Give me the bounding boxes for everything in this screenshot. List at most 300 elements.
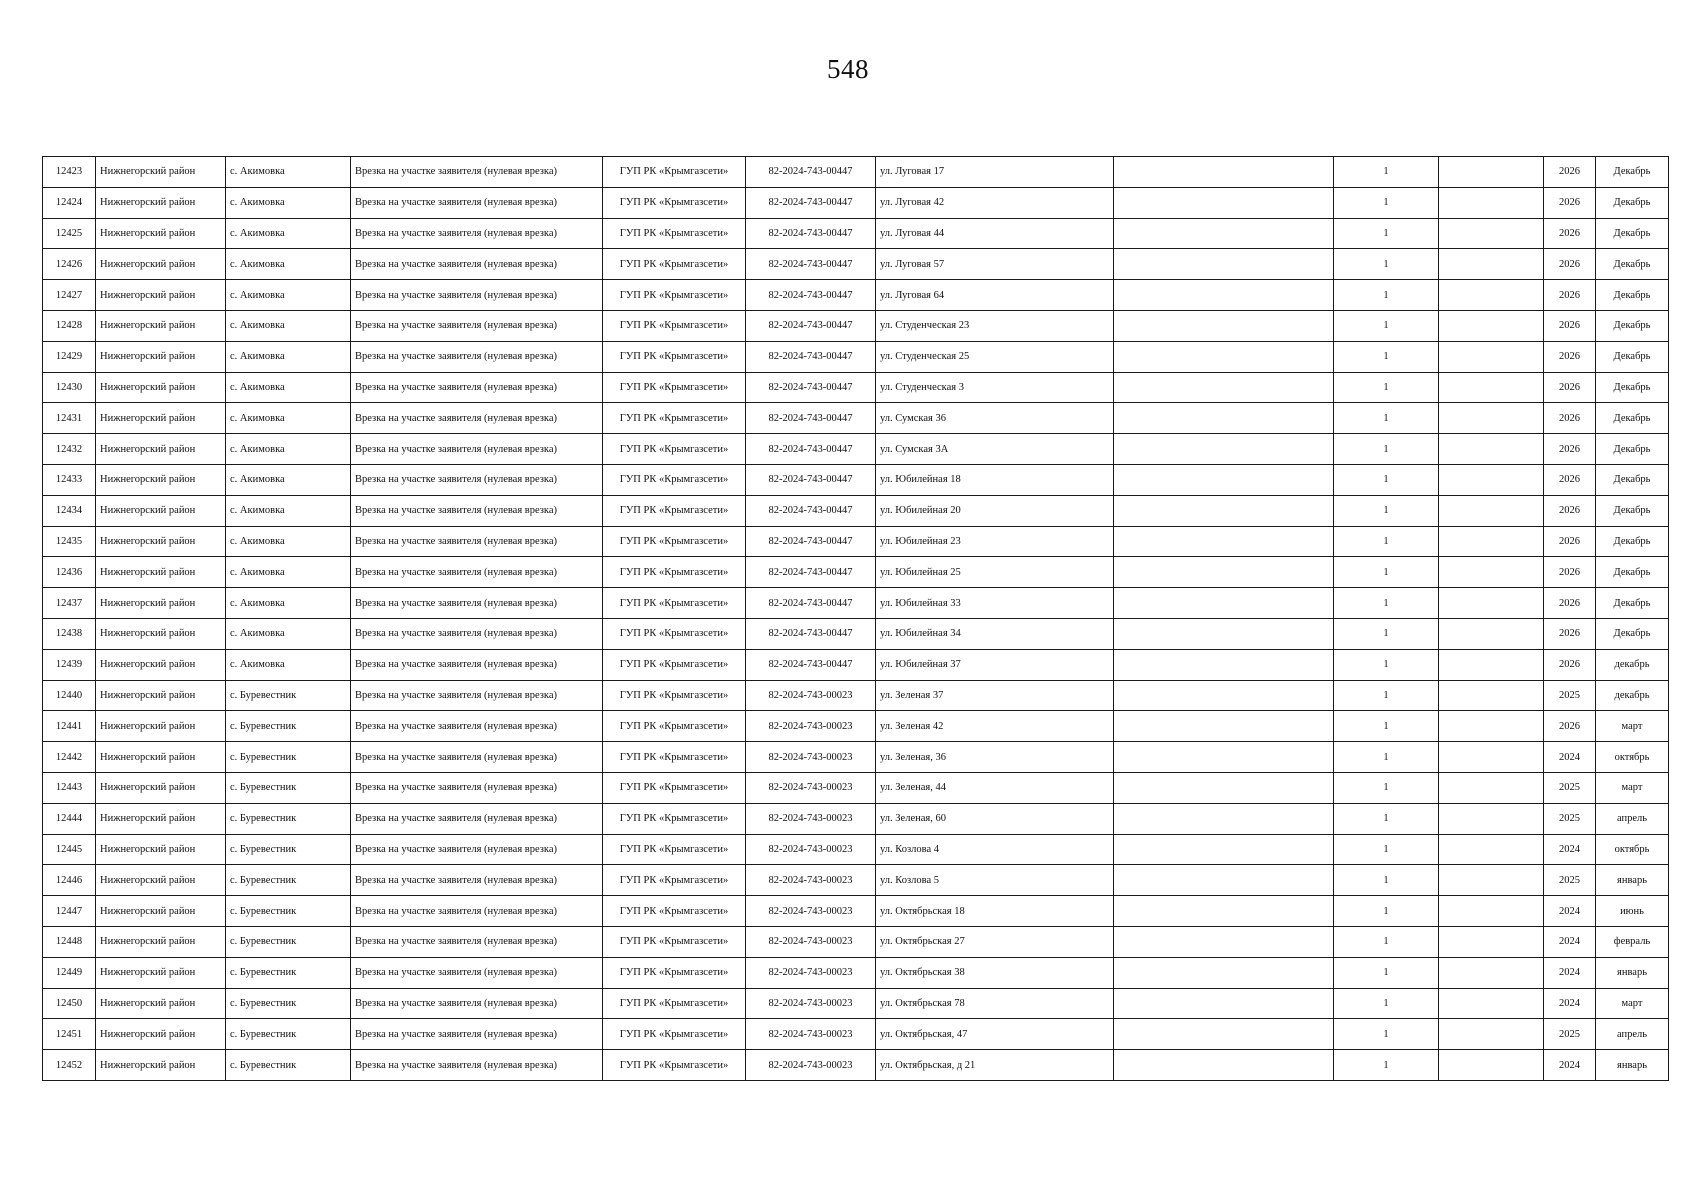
quantity-cell: 1: [1334, 896, 1439, 927]
year-cell: 2026: [1544, 464, 1596, 495]
blank-cell: [1439, 957, 1544, 988]
organization-cell: ГУП РК «Крымгазсети»: [603, 403, 746, 434]
district-cell: Нижнегорский район: [96, 618, 226, 649]
blank-cell: [1114, 834, 1334, 865]
work-description-cell: Врезка на участке заявителя (нулевая врезка): [351, 341, 603, 372]
work-description-cell: Врезка на участке заявителя (нулевая врезка): [351, 310, 603, 341]
table-row: [43, 865, 1669, 896]
table-body: [43, 157, 1669, 1081]
district-cell: Нижнегорский район: [96, 680, 226, 711]
row-number: 12429: [43, 341, 96, 372]
table-row: [43, 926, 1669, 957]
quantity-cell: 1: [1334, 742, 1439, 773]
table-row: [43, 372, 1669, 403]
table-row: [43, 464, 1669, 495]
address-cell: ул. Луговая 57: [876, 249, 1114, 280]
blank-cell: [1114, 310, 1334, 341]
row-number: 12439: [43, 649, 96, 680]
locality-cell: с. Буревестник: [226, 711, 351, 742]
project-code-cell: 82-2024-743-00023: [746, 1050, 876, 1081]
row-number: 12449: [43, 957, 96, 988]
project-code-cell: 82-2024-743-00447: [746, 218, 876, 249]
district-cell: Нижнегорский район: [96, 711, 226, 742]
row-number: 12428: [43, 310, 96, 341]
project-code-cell: 82-2024-743-00023: [746, 711, 876, 742]
project-code-cell: 82-2024-743-00447: [746, 403, 876, 434]
year-cell: 2026: [1544, 711, 1596, 742]
locality-cell: с. Акимовка: [226, 618, 351, 649]
year-cell: 2026: [1544, 588, 1596, 619]
organization-cell: ГУП РК «Крымгазсети»: [603, 218, 746, 249]
month-cell: Декабрь: [1596, 464, 1669, 495]
table-row: [43, 772, 1669, 803]
month-cell: Декабрь: [1596, 372, 1669, 403]
work-description-cell: Врезка на участке заявителя (нулевая врезка): [351, 280, 603, 311]
row-number: 12424: [43, 187, 96, 218]
table-row: [43, 218, 1669, 249]
address-cell: ул. Октябрьская 27: [876, 926, 1114, 957]
organization-cell: ГУП РК «Крымгазсети»: [603, 557, 746, 588]
blank-cell: [1114, 803, 1334, 834]
month-cell: Декабрь: [1596, 618, 1669, 649]
work-description-cell: Врезка на участке заявителя (нулевая врезка): [351, 711, 603, 742]
year-cell: 2026: [1544, 526, 1596, 557]
district-cell: Нижнегорский район: [96, 834, 226, 865]
work-description-cell: Врезка на участке заявителя (нулевая врезка): [351, 372, 603, 403]
row-number: 12451: [43, 1019, 96, 1050]
blank-cell: [1439, 341, 1544, 372]
address-cell: ул. Юбилейная 37: [876, 649, 1114, 680]
blank-cell: [1114, 742, 1334, 773]
organization-cell: ГУП РК «Крымгазсети»: [603, 865, 746, 896]
blank-cell: [1439, 834, 1544, 865]
blank-cell: [1114, 1050, 1334, 1081]
row-number: 12435: [43, 526, 96, 557]
blank-cell: [1439, 310, 1544, 341]
organization-cell: ГУП РК «Крымгазсети»: [603, 834, 746, 865]
year-cell: 2024: [1544, 926, 1596, 957]
blank-cell: [1439, 495, 1544, 526]
district-cell: Нижнегорский район: [96, 865, 226, 896]
row-number: 12443: [43, 772, 96, 803]
project-code-cell: 82-2024-743-00023: [746, 834, 876, 865]
month-cell: Декабрь: [1596, 434, 1669, 465]
table-row: [43, 1019, 1669, 1050]
year-cell: 2026: [1544, 157, 1596, 188]
address-cell: ул. Козлова 4: [876, 834, 1114, 865]
blank-cell: [1439, 588, 1544, 619]
month-cell: октябрь: [1596, 834, 1669, 865]
blank-cell: [1114, 403, 1334, 434]
quantity-cell: 1: [1334, 557, 1439, 588]
quantity-cell: 1: [1334, 249, 1439, 280]
quantity-cell: 1: [1334, 310, 1439, 341]
address-cell: ул. Сумская 3А: [876, 434, 1114, 465]
month-cell: Декабрь: [1596, 280, 1669, 311]
blank-cell: [1114, 187, 1334, 218]
year-cell: 2025: [1544, 680, 1596, 711]
locality-cell: с. Буревестник: [226, 1050, 351, 1081]
locality-cell: с. Акимовка: [226, 280, 351, 311]
blank-cell: [1439, 249, 1544, 280]
table-row: [43, 157, 1669, 188]
table-row: [43, 988, 1669, 1019]
locality-cell: с. Буревестник: [226, 803, 351, 834]
project-code-cell: 82-2024-743-00447: [746, 280, 876, 311]
year-cell: 2026: [1544, 403, 1596, 434]
quantity-cell: 1: [1334, 526, 1439, 557]
blank-cell: [1439, 742, 1544, 773]
quantity-cell: 1: [1334, 772, 1439, 803]
project-code-cell: 82-2024-743-00447: [746, 557, 876, 588]
project-code-cell: 82-2024-743-00023: [746, 957, 876, 988]
month-cell: декабрь: [1596, 680, 1669, 711]
address-cell: ул. Луговая 42: [876, 187, 1114, 218]
blank-cell: [1114, 557, 1334, 588]
month-cell: октябрь: [1596, 742, 1669, 773]
quantity-cell: 1: [1334, 711, 1439, 742]
quantity-cell: 1: [1334, 372, 1439, 403]
year-cell: 2026: [1544, 341, 1596, 372]
locality-cell: с. Акимовка: [226, 341, 351, 372]
blank-cell: [1114, 896, 1334, 927]
row-number: 12425: [43, 218, 96, 249]
work-description-cell: Врезка на участке заявителя (нулевая врезка): [351, 680, 603, 711]
blank-cell: [1439, 649, 1544, 680]
month-cell: Декабрь: [1596, 218, 1669, 249]
address-cell: ул. Юбилейная 20: [876, 495, 1114, 526]
quantity-cell: 1: [1334, 157, 1439, 188]
row-number: 12445: [43, 834, 96, 865]
blank-cell: [1114, 249, 1334, 280]
quantity-cell: 1: [1334, 1050, 1439, 1081]
district-cell: Нижнегорский район: [96, 649, 226, 680]
year-cell: 2026: [1544, 618, 1596, 649]
project-code-cell: 82-2024-743-00447: [746, 434, 876, 465]
quantity-cell: 1: [1334, 926, 1439, 957]
year-cell: 2026: [1544, 280, 1596, 311]
project-code-cell: 82-2024-743-00447: [746, 341, 876, 372]
year-cell: 2024: [1544, 988, 1596, 1019]
month-cell: февраль: [1596, 926, 1669, 957]
work-description-cell: Врезка на участке заявителя (нулевая врезка): [351, 495, 603, 526]
table-row: [43, 495, 1669, 526]
organization-cell: ГУП РК «Крымгазсети»: [603, 1050, 746, 1081]
address-cell: ул. Козлова 5: [876, 865, 1114, 896]
work-description-cell: Врезка на участке заявителя (нулевая врезка): [351, 865, 603, 896]
district-cell: Нижнегорский район: [96, 926, 226, 957]
blank-cell: [1114, 588, 1334, 619]
district-cell: Нижнегорский район: [96, 1050, 226, 1081]
blank-cell: [1114, 680, 1334, 711]
quantity-cell: 1: [1334, 618, 1439, 649]
district-cell: Нижнегорский район: [96, 772, 226, 803]
year-cell: 2024: [1544, 957, 1596, 988]
locality-cell: с. Акимовка: [226, 403, 351, 434]
row-number: 12440: [43, 680, 96, 711]
project-code-cell: 82-2024-743-00447: [746, 187, 876, 218]
quantity-cell: 1: [1334, 588, 1439, 619]
district-cell: Нижнегорский район: [96, 434, 226, 465]
project-code-cell: 82-2024-743-00447: [746, 249, 876, 280]
month-cell: март: [1596, 711, 1669, 742]
address-cell: ул. Студенческая 23: [876, 310, 1114, 341]
organization-cell: ГУП РК «Крымгазсети»: [603, 926, 746, 957]
quantity-cell: 1: [1334, 834, 1439, 865]
row-number: 12427: [43, 280, 96, 311]
address-cell: ул. Луговая 44: [876, 218, 1114, 249]
work-description-cell: Врезка на участке заявителя (нулевая врезка): [351, 434, 603, 465]
work-description-cell: Врезка на участке заявителя (нулевая врезка): [351, 588, 603, 619]
district-cell: Нижнегорский район: [96, 588, 226, 619]
year-cell: 2026: [1544, 187, 1596, 218]
work-description-cell: Врезка на участке заявителя (нулевая врезка): [351, 218, 603, 249]
address-cell: ул. Октябрьская 78: [876, 988, 1114, 1019]
blank-cell: [1114, 218, 1334, 249]
month-cell: декабрь: [1596, 649, 1669, 680]
locality-cell: с. Акимовка: [226, 464, 351, 495]
table-row: [43, 680, 1669, 711]
row-number: 12436: [43, 557, 96, 588]
blank-cell: [1114, 957, 1334, 988]
blank-cell: [1439, 772, 1544, 803]
blank-cell: [1439, 372, 1544, 403]
organization-cell: ГУП РК «Крымгазсети»: [603, 434, 746, 465]
work-description-cell: Врезка на участке заявителя (нулевая врезка): [351, 649, 603, 680]
blank-cell: [1114, 280, 1334, 311]
locality-cell: с. Буревестник: [226, 865, 351, 896]
district-cell: Нижнегорский район: [96, 157, 226, 188]
organization-cell: ГУП РК «Крымгазсети»: [603, 711, 746, 742]
row-number: 12441: [43, 711, 96, 742]
locality-cell: с. Буревестник: [226, 772, 351, 803]
work-description-cell: Врезка на участке заявителя (нулевая врезка): [351, 742, 603, 773]
month-cell: Декабрь: [1596, 341, 1669, 372]
month-cell: Декабрь: [1596, 310, 1669, 341]
month-cell: Декабрь: [1596, 157, 1669, 188]
blank-cell: [1114, 157, 1334, 188]
project-code-cell: 82-2024-743-00447: [746, 618, 876, 649]
locality-cell: с. Акимовка: [226, 157, 351, 188]
organization-cell: ГУП РК «Крымгазсети»: [603, 526, 746, 557]
year-cell: 2026: [1544, 649, 1596, 680]
locality-cell: с. Акимовка: [226, 588, 351, 619]
year-cell: 2024: [1544, 742, 1596, 773]
month-cell: март: [1596, 772, 1669, 803]
month-cell: Декабрь: [1596, 495, 1669, 526]
row-number: 12437: [43, 588, 96, 619]
organization-cell: ГУП РК «Крымгазсети»: [603, 957, 746, 988]
quantity-cell: 1: [1334, 280, 1439, 311]
district-cell: Нижнегорский район: [96, 495, 226, 526]
blank-cell: [1439, 526, 1544, 557]
district-cell: Нижнегорский район: [96, 803, 226, 834]
row-number: 12432: [43, 434, 96, 465]
locality-cell: с. Акимовка: [226, 649, 351, 680]
district-cell: Нижнегорский район: [96, 957, 226, 988]
month-cell: Декабрь: [1596, 588, 1669, 619]
locality-cell: с. Акимовка: [226, 495, 351, 526]
row-number: 12431: [43, 403, 96, 434]
organization-cell: ГУП РК «Крымгазсети»: [603, 1019, 746, 1050]
locality-cell: с. Буревестник: [226, 988, 351, 1019]
year-cell: 2026: [1544, 495, 1596, 526]
row-number: 12438: [43, 618, 96, 649]
quantity-cell: 1: [1334, 464, 1439, 495]
organization-cell: ГУП РК «Крымгазсети»: [603, 372, 746, 403]
district-cell: Нижнегорский район: [96, 526, 226, 557]
locality-cell: с. Акимовка: [226, 557, 351, 588]
district-cell: Нижнегорский район: [96, 187, 226, 218]
address-cell: ул. Юбилейная 23: [876, 526, 1114, 557]
month-cell: Декабрь: [1596, 403, 1669, 434]
table-row: [43, 649, 1669, 680]
blank-cell: [1439, 187, 1544, 218]
table-row: [43, 526, 1669, 557]
blank-cell: [1114, 926, 1334, 957]
month-cell: январь: [1596, 1050, 1669, 1081]
work-description-cell: Врезка на участке заявителя (нулевая врезка): [351, 464, 603, 495]
locality-cell: с. Акимовка: [226, 187, 351, 218]
blank-cell: [1439, 1019, 1544, 1050]
organization-cell: ГУП РК «Крымгазсети»: [603, 803, 746, 834]
address-cell: ул. Зеленая 37: [876, 680, 1114, 711]
address-cell: ул. Юбилейная 34: [876, 618, 1114, 649]
blank-cell: [1114, 649, 1334, 680]
blank-cell: [1439, 865, 1544, 896]
table-row: [43, 434, 1669, 465]
blank-cell: [1439, 803, 1544, 834]
work-description-cell: Врезка на участке заявителя (нулевая врезка): [351, 157, 603, 188]
locality-cell: с. Акимовка: [226, 372, 351, 403]
organization-cell: ГУП РК «Крымгазсети»: [603, 680, 746, 711]
project-code-cell: 82-2024-743-00023: [746, 772, 876, 803]
row-number: 12426: [43, 249, 96, 280]
project-code-cell: 82-2024-743-00023: [746, 803, 876, 834]
work-description-cell: Врезка на участке заявителя (нулевая врезка): [351, 988, 603, 1019]
table-row: [43, 588, 1669, 619]
project-code-cell: 82-2024-743-00447: [746, 526, 876, 557]
table-row: [43, 310, 1669, 341]
locality-cell: с. Акимовка: [226, 526, 351, 557]
blank-cell: [1114, 341, 1334, 372]
blank-cell: [1439, 896, 1544, 927]
table-row: [43, 834, 1669, 865]
work-description-cell: Врезка на участке заявителя (нулевая врезка): [351, 1050, 603, 1081]
address-cell: ул. Зеленая, 60: [876, 803, 1114, 834]
project-code-cell: 82-2024-743-00023: [746, 926, 876, 957]
work-description-cell: Врезка на участке заявителя (нулевая врезка): [351, 187, 603, 218]
table-row: [43, 1050, 1669, 1081]
work-description-cell: Врезка на участке заявителя (нулевая врезка): [351, 803, 603, 834]
organization-cell: ГУП РК «Крымгазсети»: [603, 742, 746, 773]
row-number: 12433: [43, 464, 96, 495]
blank-cell: [1114, 495, 1334, 526]
district-cell: Нижнегорский район: [96, 341, 226, 372]
address-cell: ул. Луговая 17: [876, 157, 1114, 188]
table-row: [43, 957, 1669, 988]
locality-cell: с. Акимовка: [226, 310, 351, 341]
blank-cell: [1439, 403, 1544, 434]
district-cell: Нижнегорский район: [96, 557, 226, 588]
blank-cell: [1114, 618, 1334, 649]
quantity-cell: 1: [1334, 218, 1439, 249]
blank-cell: [1439, 280, 1544, 311]
row-number: 12447: [43, 896, 96, 927]
work-description-cell: Врезка на участке заявителя (нулевая врезка): [351, 926, 603, 957]
table-row: [43, 187, 1669, 218]
project-code-cell: 82-2024-743-00447: [746, 464, 876, 495]
project-code-cell: 82-2024-743-00023: [746, 896, 876, 927]
quantity-cell: 1: [1334, 680, 1439, 711]
district-cell: Нижнегорский район: [96, 310, 226, 341]
month-cell: апрель: [1596, 803, 1669, 834]
blank-cell: [1439, 680, 1544, 711]
month-cell: январь: [1596, 865, 1669, 896]
month-cell: апрель: [1596, 1019, 1669, 1050]
blank-cell: [1114, 526, 1334, 557]
month-cell: март: [1596, 988, 1669, 1019]
address-cell: ул. Зеленая, 36: [876, 742, 1114, 773]
year-cell: 2025: [1544, 803, 1596, 834]
year-cell: 2024: [1544, 1050, 1596, 1081]
table-row: [43, 341, 1669, 372]
district-cell: Нижнегорский район: [96, 249, 226, 280]
work-description-cell: Врезка на участке заявителя (нулевая врезка): [351, 957, 603, 988]
district-cell: Нижнегорский район: [96, 218, 226, 249]
organization-cell: ГУП РК «Крымгазсети»: [603, 649, 746, 680]
quantity-cell: 1: [1334, 403, 1439, 434]
year-cell: 2026: [1544, 434, 1596, 465]
district-cell: Нижнегорский район: [96, 896, 226, 927]
year-cell: 2024: [1544, 896, 1596, 927]
row-number: 12450: [43, 988, 96, 1019]
project-code-cell: 82-2024-743-00447: [746, 649, 876, 680]
blank-cell: [1114, 434, 1334, 465]
locality-cell: с. Акимовка: [226, 218, 351, 249]
blank-cell: [1439, 988, 1544, 1019]
locality-cell: с. Буревестник: [226, 926, 351, 957]
year-cell: 2025: [1544, 1019, 1596, 1050]
table-row: [43, 711, 1669, 742]
locality-cell: с. Буревестник: [226, 834, 351, 865]
project-code-cell: 82-2024-743-00447: [746, 157, 876, 188]
locality-cell: с. Буревестник: [226, 957, 351, 988]
work-description-cell: Врезка на участке заявителя (нулевая врезка): [351, 403, 603, 434]
organization-cell: ГУП РК «Крымгазсети»: [603, 618, 746, 649]
blank-cell: [1114, 711, 1334, 742]
blank-cell: [1114, 372, 1334, 403]
table-row: [43, 618, 1669, 649]
work-description-cell: Врезка на участке заявителя (нулевая врезка): [351, 1019, 603, 1050]
organization-cell: ГУП РК «Крымгазсети»: [603, 588, 746, 619]
locality-cell: с. Буревестник: [226, 896, 351, 927]
district-cell: Нижнегорский район: [96, 464, 226, 495]
row-number: 12452: [43, 1050, 96, 1081]
address-cell: ул. Юбилейная 33: [876, 588, 1114, 619]
organization-cell: ГУП РК «Крымгазсети»: [603, 310, 746, 341]
month-cell: июнь: [1596, 896, 1669, 927]
district-cell: Нижнегорский район: [96, 1019, 226, 1050]
quantity-cell: 1: [1334, 957, 1439, 988]
locality-cell: с. Буревестник: [226, 1019, 351, 1050]
table-row: [43, 742, 1669, 773]
blank-cell: [1439, 464, 1544, 495]
month-cell: Декабрь: [1596, 557, 1669, 588]
month-cell: Декабрь: [1596, 249, 1669, 280]
year-cell: 2026: [1544, 310, 1596, 341]
quantity-cell: 1: [1334, 341, 1439, 372]
